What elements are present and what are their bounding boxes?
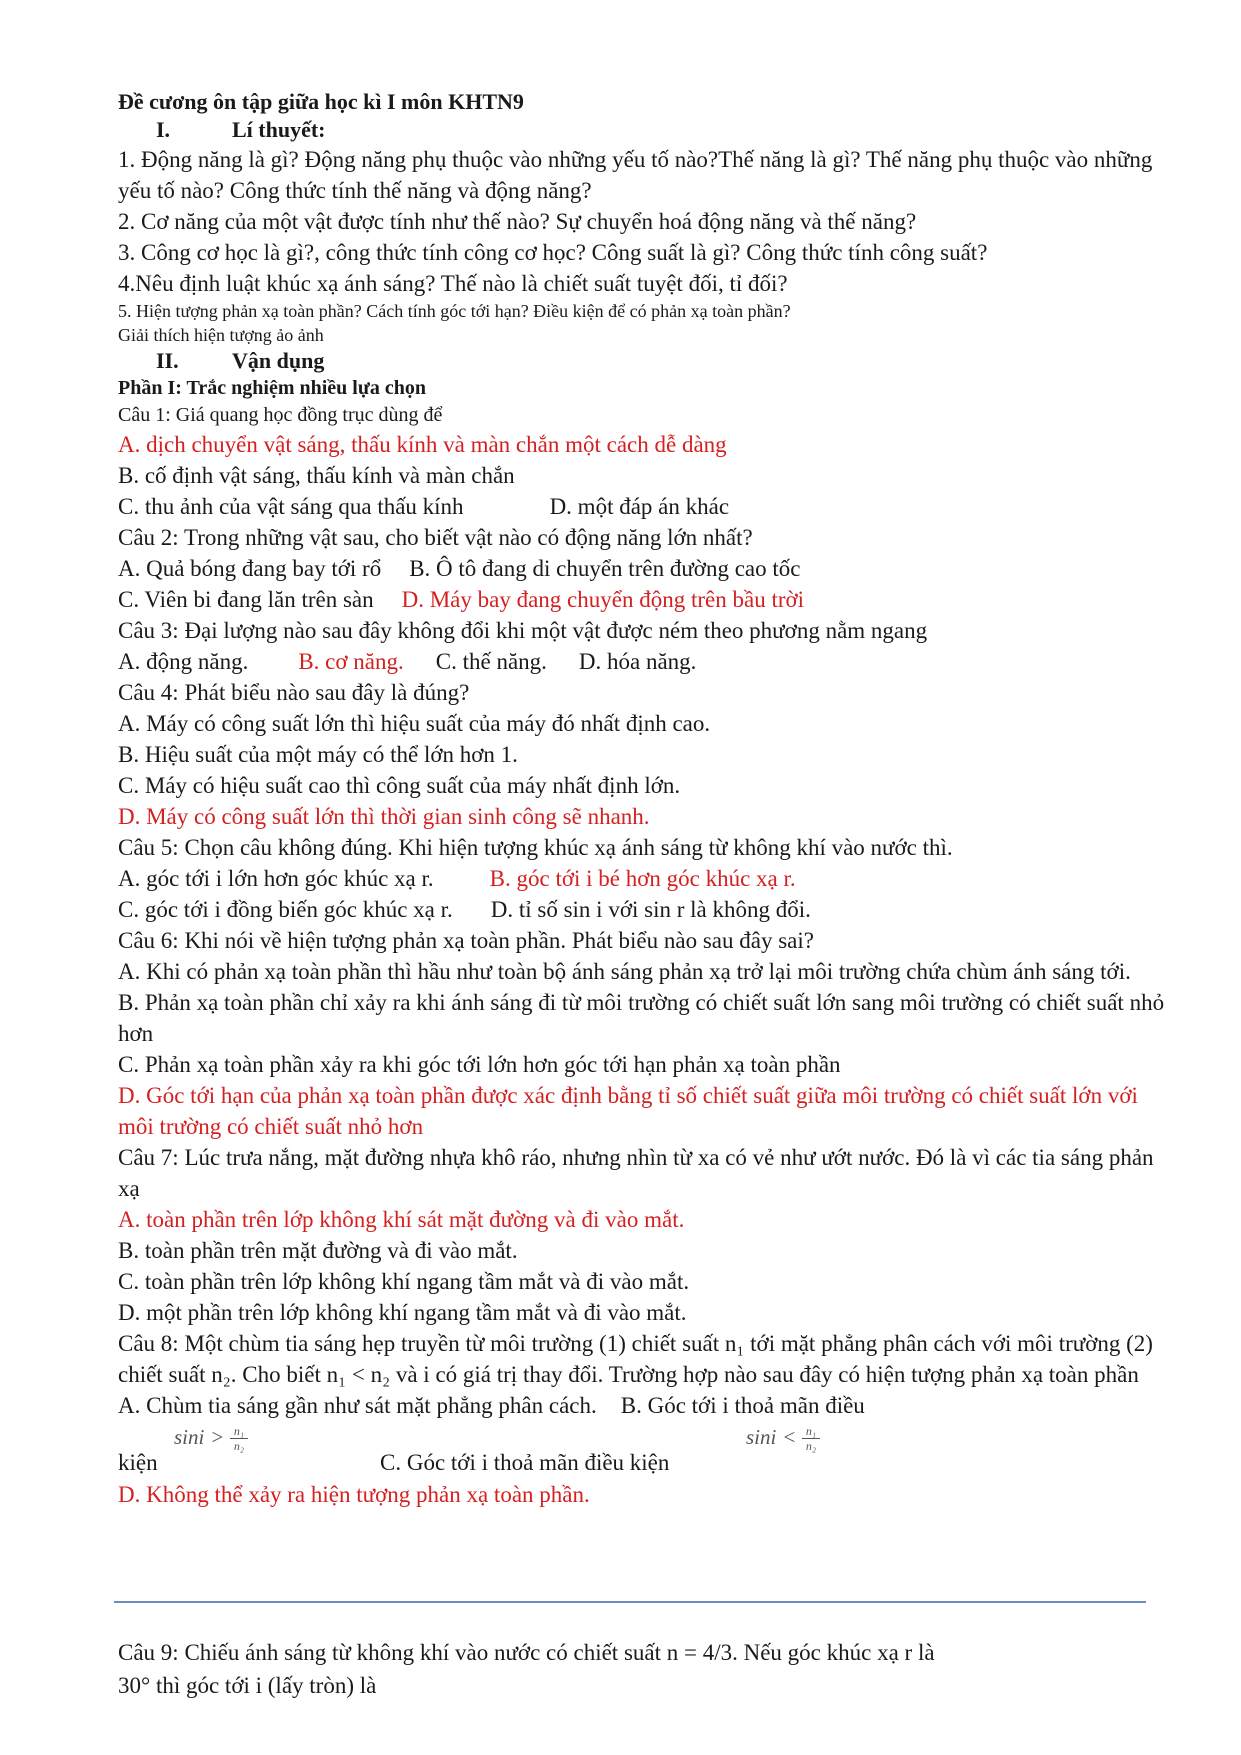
q1-options-cd (118, 491, 1168, 522)
q3-option-c: C. thế năng. (435, 649, 547, 674)
q5-options-ab (118, 863, 1168, 894)
question-9-line-2: 30° thì góc tới i (lấy tròn) là (118, 1673, 377, 1698)
question-6: Câu 6: Khi nói về hiện tượng phản xạ toàn phần. Phát biểu nào sau đây sai? (118, 928, 814, 953)
question-8: Câu 8: Một chùm tia sáng hẹp truyền từ môi trường (1) chiết suất n₁ tới mặt phẳng phân cách với môi trường (2) chiết suất n₂. Cho biết n₁ < n₂ và i có giá trị thay đổi. Trường hợp nào sau đây có hiện tượng phản xạ toàn phần (118, 1331, 1153, 1387)
part-1-heading: Phần I: Trắc nghiệm nhiều lựa chọn (118, 377, 426, 399)
theory-item-1: 1. Động năng là gì? Động năng phụ thuộc vào những yếu tố nào?Thế năng là gì? Thế năng phụ thuộc vào những yếu tố nào? Công thức tính thế năng và động năng? (118, 147, 1153, 203)
document-page-1 (118, 88, 1168, 1510)
question-9-line-1: Câu 9: Chiếu ánh sáng từ không khí vào nước có chiết suất n = 4/3. Nếu góc khúc xạ r là (118, 1640, 935, 1665)
q8-option-d-correct: D. Không thể xảy ra hiện tượng phản xạ toàn phần. (118, 1482, 590, 1507)
q2-option-b: B. Ô tô đang di chuyển trên đường cao tốc (409, 556, 801, 581)
q8-option-b: B. Góc tới i thoả mãn điều (620, 1393, 865, 1418)
q1-option-c: C. thu ảnh của vật sáng qua thấu kính (118, 494, 464, 519)
q2-options-ab (118, 553, 1168, 584)
page-divider (114, 1601, 1146, 1603)
q4-option-b: B. Hiệu suất của một máy có thể lớn hơn 1. (118, 742, 518, 767)
question-7: Câu 7: Lúc trưa nắng, mặt đường nhựa khô ráo, nhưng nhìn từ xa có vẻ như ướt nước. Đó là vì các tia sáng phản xạ (118, 1145, 1154, 1201)
q1-option-a-correct: A. dịch chuyển vật sáng, thấu kính và màn chắn một cách dễ dàng (118, 432, 727, 457)
q4-option-a: A. Máy có công suất lớn thì hiệu suất của máy đó nhất định cao. (118, 711, 711, 736)
section-1-heading (118, 116, 1168, 144)
fraction-n1-n2: $\frac{\text{n₁}}{\text{n₂}}$ (802, 1425, 820, 1452)
q7-option-a-correct: A. toàn phần trên lớp không khí sát mặt đường và đi vào mắt. (118, 1207, 685, 1232)
question-4: Câu 4: Phát biểu nào sau đây là đúng? (118, 680, 470, 705)
q8-option-a: A. Chùm tia sáng gần như sát mặt phẳng phân cách. (118, 1393, 597, 1418)
section-2-label: Vận dụng (232, 348, 325, 373)
theory-item-4: 4.Nêu định luật khúc xạ ánh sáng? Thế nào là chiết suất tuyệt đối, tỉ đối? (118, 271, 788, 296)
q2-options-cd (118, 584, 1168, 615)
q1-option-d: D. một đáp án khác (549, 494, 730, 519)
q6-option-c: C. Phản xạ toàn phần xảy ra khi góc tới lớn hơn góc tới hạn phản xạ toàn phần (118, 1052, 841, 1077)
question-2: Câu 2: Trong những vật sau, cho biết vật nào có động năng lớn nhất? (118, 525, 753, 550)
q6-option-b: B. Phản xạ toàn phần chỉ xảy ra khi ánh sáng đi từ môi trường có chiết suất lớn sang môi trường có chiết suất nhỏ hơn (118, 990, 1165, 1046)
q5-option-c: C. góc tới i đồng biến góc khúc xạ r. (118, 897, 453, 922)
question-1: Câu 1: Giá quang học đồng trục dùng để (118, 404, 443, 426)
q8-conditions-row (118, 1421, 1168, 1479)
document-title: Đề cương ôn tập giữa học kì I môn KHTN9 (118, 89, 524, 114)
q8-option-b-tail: kiện (118, 1450, 158, 1475)
theory-item-2: 2. Cơ năng của một vật được tính như thế nào? Sự chuyển hoá động năng và thế năng? (118, 209, 917, 234)
q5-option-a: A. góc tới i lớn hơn góc khúc xạ r. (118, 866, 434, 891)
section-2-heading (118, 347, 1168, 375)
question-3: Câu 3: Đại lượng nào sau đây không đổi khi một vật được ném theo phương nằm ngang (118, 618, 928, 643)
q2-option-a: A. Quả bóng đang bay tới rổ (118, 556, 382, 581)
q2-option-c: C. Viên bi đang lăn trên sàn (118, 587, 374, 612)
q5-options-cd (118, 894, 1168, 925)
section-2-number: II. (156, 348, 179, 373)
q3-options (118, 646, 1168, 677)
q1-option-b: B. cố định vật sáng, thấu kính và màn chắn (118, 463, 515, 488)
q7-option-d: D. một phần trên lớp không khí ngang tầm mắt và đi vào mắt. (118, 1300, 687, 1325)
q8-option-c: C. Góc tới i thoả mãn điều kiện (380, 1450, 670, 1475)
q7-option-c: C. toàn phần trên lớp không khí ngang tầm mắt và đi vào mắt. (118, 1269, 690, 1294)
q6-option-d-correct: D. Góc tới hạn của phản xạ toàn phần được xác định bằng tỉ số chiết suất giữa môi trường có chiết suất lớn với môi trường có chiết suất nhỏ hơn (118, 1083, 1138, 1139)
q4-option-c: C. Máy có hiệu suất cao thì công suất của máy nhất định lớn. (118, 773, 681, 798)
q3-option-b-correct: B. cơ năng. (298, 649, 404, 674)
q8-formula-b: sini > $\frac{\text{n₁}}{\text{n₂}}$ (174, 1421, 248, 1453)
q8-options-ab (118, 1390, 1168, 1421)
fraction-n1-n2: $\frac{\text{n₁}}{\text{n₂}}$ (230, 1425, 248, 1452)
q2-option-d-correct: D. Máy bay đang chuyển động trên bầu trời (401, 587, 805, 612)
section-1-label: Lí thuyết: (232, 117, 326, 142)
question-5: Câu 5: Chọn câu không đúng. Khi hiện tượng khúc xạ ánh sáng từ không khí vào nước thì. (118, 835, 953, 860)
q5-option-d: D. tỉ số sin i với sin r là không đổi. (490, 897, 811, 922)
q6-option-a: A. Khi có phản xạ toàn phần thì hầu như toàn bộ ánh sáng phản xạ trở lại môi trường chứa chùm ánh sáng tới. (118, 959, 1131, 984)
theory-item-3: 3. Công cơ học là gì?, công thức tính công cơ học? Công suất là gì? Công thức tính công suất? (118, 240, 988, 265)
theory-item-5-cont: Giải thích hiện tượng ảo ảnh (118, 325, 324, 345)
theory-item-5: 5. Hiện tượng phản xạ toàn phần? Cách tính góc tới hạn? Điều kiện để có phản xạ toàn phần? (118, 301, 791, 321)
q3-option-a: A. động năng. (118, 649, 249, 674)
q4-option-d-correct: D. Máy có công suất lớn thì thời gian sinh công sẽ nhanh. (118, 804, 650, 829)
q8-formula-c: sini < $\frac{\text{n₁}}{\text{n₂}}$ (746, 1421, 820, 1453)
q3-option-d: D. hóa năng. (578, 649, 697, 674)
q7-option-b: B. toàn phần trên mặt đường và đi vào mắt. (118, 1238, 518, 1263)
section-1-number: I. (156, 117, 171, 142)
document-page-2 (118, 1636, 1168, 1702)
q5-option-b-correct: B. góc tới i bé hơn góc khúc xạ r. (489, 866, 796, 891)
